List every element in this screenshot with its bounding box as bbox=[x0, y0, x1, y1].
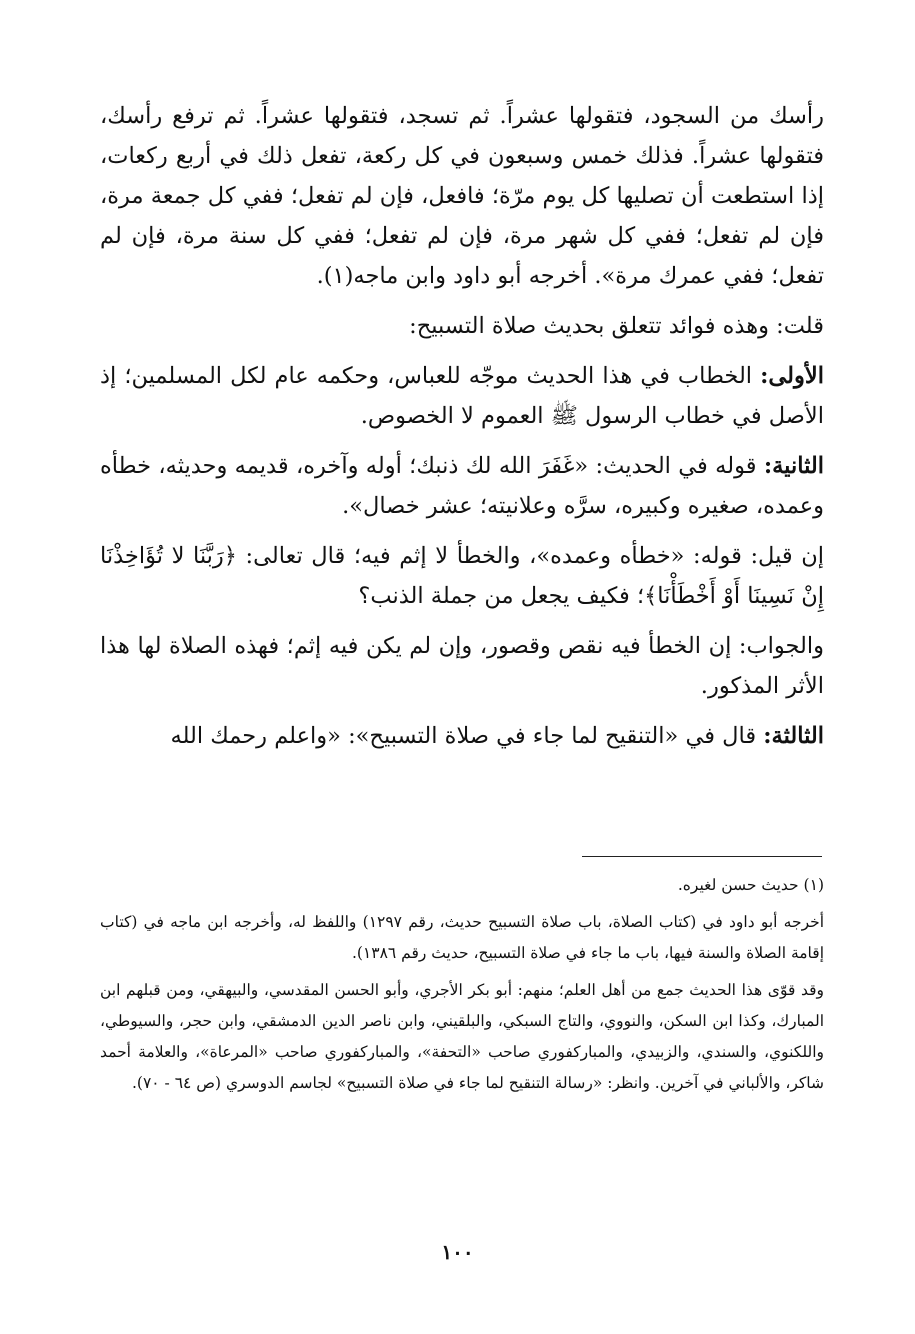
paragraph-heading: الثالثة: bbox=[763, 723, 824, 749]
paragraph-text: قوله في الحديث: «غَفَرَ الله لك ذنبك؛ أوله وآخره، قديمه وحديثه، خطأه وعمده، صغيره وكبيره، سرَّه وعلانيته؛ عشر خصال». bbox=[100, 453, 824, 519]
paragraph-text: والجواب: إن الخطأ فيه نقص وقصور، وإن لم يكن فيه إثم؛ فهذه الصلاة لها هذا الأثر المذكور. bbox=[100, 633, 824, 699]
footnote-sources: أخرجه أبو داود في (كتاب الصلاة، باب صلاة التسبيح حديث، رقم ١٢٩٧) واللفظ له، وأخرجه ابن ماجه في (كتاب إقامة الصلاة والسنة فيها، باب ما جاء في صلاة التسبيح، حديث رقم ١٣٨٦). bbox=[100, 913, 825, 962]
footnote-grade: (١) حديث حسن لغيره. bbox=[677, 876, 824, 894]
paragraph-text: رأسك من السجود، فتقولها عشراً. ثم تسجد، فتقولها عشراً. ثم ترفع رأسك، فتقولها عشراً. فذلك خمس وسبعون في كل ركعة، تفعل ذلك في أربع ركعات، إذا استطعت أن تصليها كل يوم مرّة؛ فافعل، فإن لم تفعل؛ ففي كل جمعة مرة، فإن لم تفعل؛ ففي كل شهر مرة، فإن لم تفعل؛ ففي كل سنة مرة، فإن لم تفعل؛ ففي عمرك مرة». أخرجه أبو داود وابن ماجه(١). bbox=[100, 103, 824, 289]
page-number: ١٠٠ bbox=[441, 1240, 474, 1264]
paragraph-hadith-continuation bbox=[100, 96, 824, 296]
paragraph-heading: الأولى: bbox=[760, 363, 824, 389]
paragraph-text: الخطاب في هذا الحديث موجّه للعباس، وحكمه عام لكل المسلمين؛ إذ الأصل في خطاب الرسول ﷺ العموم لا الخصوص. bbox=[100, 363, 824, 429]
paragraph-first-benefit bbox=[100, 356, 824, 436]
paragraph-text: قلت: وهذه فوائد تتعلق بحديث صلاة التسبيح: bbox=[409, 313, 824, 339]
paragraph-second-benefit bbox=[100, 446, 824, 526]
paragraph-text: قال في «التنقيح لما جاء في صلاة التسبيح»: «واعلم رحمك الله bbox=[170, 723, 764, 749]
paragraph-heading: الثانية: bbox=[763, 453, 824, 479]
paragraph-answer bbox=[100, 626, 824, 706]
footnote-divider bbox=[582, 856, 822, 857]
paragraph-objection bbox=[100, 536, 824, 616]
paragraph-intro-benefits bbox=[100, 306, 824, 346]
paragraph-text: إن قيل: قوله: «خطأه وعمده»، والخطأ لا إثم فيه؛ قال تعالى: ﴿رَبَّنَا لا تُؤَاخِذْنَا إِنْ نَسِينَا أَوْ أَخْطَأْنَا﴾؛ فكيف يجعل من جملة الذنب؟ bbox=[100, 543, 824, 609]
main-text bbox=[100, 96, 824, 756]
footnote-scholars: وقد قوّى هذا الحديث جمع من أهل العلم؛ منهم: أبو بكر الأجري، وأبو الحسن المقدسي، والبيهقي، ومن قبلهم ابن المبارك، وكذا ابن السكن، والنووي، والتاج السبكي، والبلقيني، وابن ناصر الدين الدمشقي، وابن حجر، والسيوطي، واللكنوي، والسندي، والزبيدي، والمباركفوري صاحب «التحفة»، والمباركفوري صاحب «المرعاة»، والعلامة أحمد شاكر، والألباني في آخرين. وانظر: «رسالة التنقيح لما جاء في صلاة التسبيح» لجاسم الدوسري (ص ٦٤ - ٧٠). bbox=[100, 981, 824, 1092]
paragraph-third-benefit bbox=[100, 716, 824, 756]
footnotes bbox=[100, 870, 824, 1099]
